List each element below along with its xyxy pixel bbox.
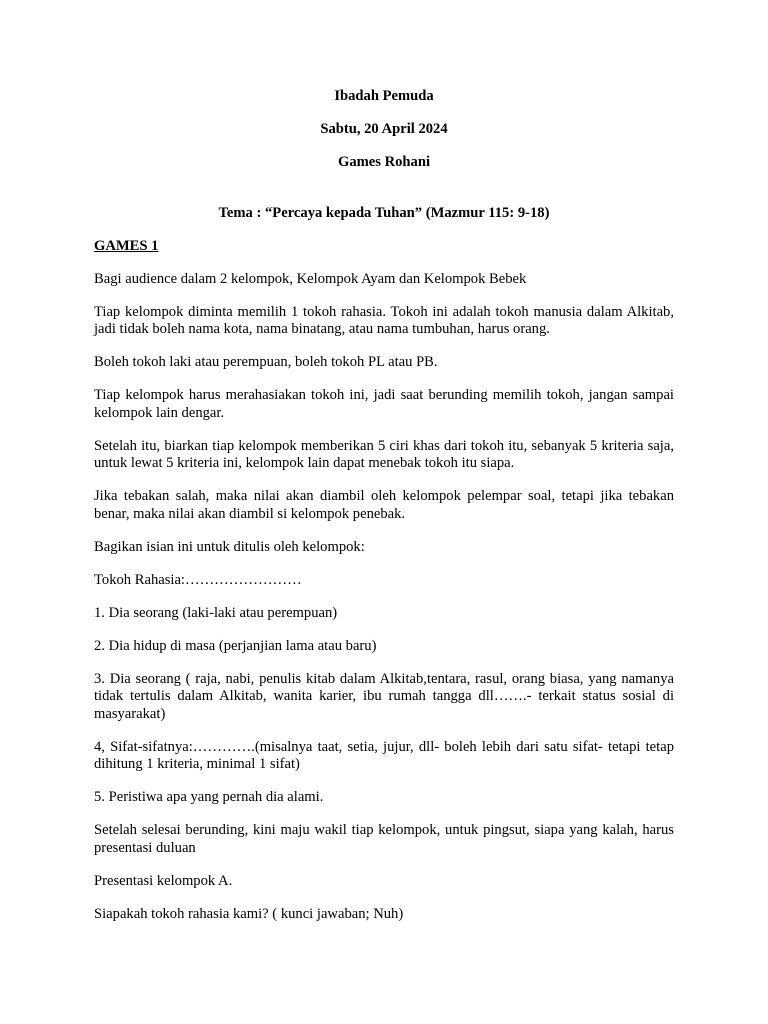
paragraph: Siapakah tokoh rahasia kami? ( kunci jawaban; Nuh) [94, 905, 404, 922]
paragraph: Jika tebakan salah, maka nilai akan diambil oleh kelompok pelempar soal, tetapi jika tebakan benar, maka nilai akan diambil si kelompok penebak. [94, 488, 674, 522]
event-date: Sabtu, 20 April 2024 [320, 121, 448, 137]
criteria-item: 2. Dia hidup di masa (perjanjian lama atau baru) [94, 637, 377, 654]
paragraph: Setelah itu, biarkan tiap kelompok memberikan 5 ciri khas dari tokoh itu, sebanyak 5 kriteria saja, untuk lewat 5 kriteria ini, kelompok lain dapat menebak tokoh itu siapa. [94, 437, 674, 471]
paragraph: Presentasi kelompok A. [94, 872, 233, 889]
document-body [94, 88, 674, 939]
criteria-item: 4, Sifat-sifatnya:………….(misalnya taat, setia, jujur, dll- boleh lebih dari satu sifat- tetapi tetap dihitung 1 kriteria, minimal 1 sifat) [94, 738, 674, 772]
criteria-item: 1. Dia seorang (laki-laki atau perempuan) [94, 604, 338, 621]
paragraph: Boleh tokoh laki atau perempuan, boleh tokoh PL atau PB. [94, 354, 438, 370]
criteria-item: 5. Peristiwa apa yang pernah dia alami. [94, 789, 324, 805]
document-title: Ibadah Pemuda [334, 88, 434, 104]
paragraph: Setelah selesai berunding, kini maju wakil tiap kelompok, untuk pingsut, siapa yang kalah, harus presentasi duluan [94, 822, 674, 856]
paragraph: Bagikan isian ini untuk ditulis oleh kelompok: [94, 538, 365, 555]
criteria-item: 3. Dia seorang ( raja, nabi, penulis kitab dalam Alkitab,tentara, rasul, orang biasa, yang namanya tidak tertulis dalam Alkitab, wanita karier, ibu rumah tangga dll…….- terkait status sosial di masyarakat) [94, 670, 674, 722]
paragraph: Tiap kelompok harus merahasiakan tokoh ini, jadi saat berunding memilih tokoh, jangan sampai kelompok lain dengar. [94, 387, 674, 421]
section-heading: GAMES 1 [94, 237, 159, 254]
paragraph: Tiap kelompok diminta memilih 1 tokoh rahasia. Tokoh ini adalah tokoh manusia dalam Alkitab, jadi tidak boleh nama kota, nama binatang, atau nama tumbuhan, harus orang. [94, 303, 674, 337]
paragraph: Bagi audience dalam 2 kelompok, Kelompok Ayam dan Kelompok Bebek [94, 270, 527, 287]
theme-line: Tema : “Percaya kepada Tuhan” (Mazmur 115: 9-18) [218, 204, 550, 221]
form-field-line: Tokoh Rahasia:…………………… [94, 571, 302, 588]
document-subtitle: Games Rohani [337, 154, 431, 170]
